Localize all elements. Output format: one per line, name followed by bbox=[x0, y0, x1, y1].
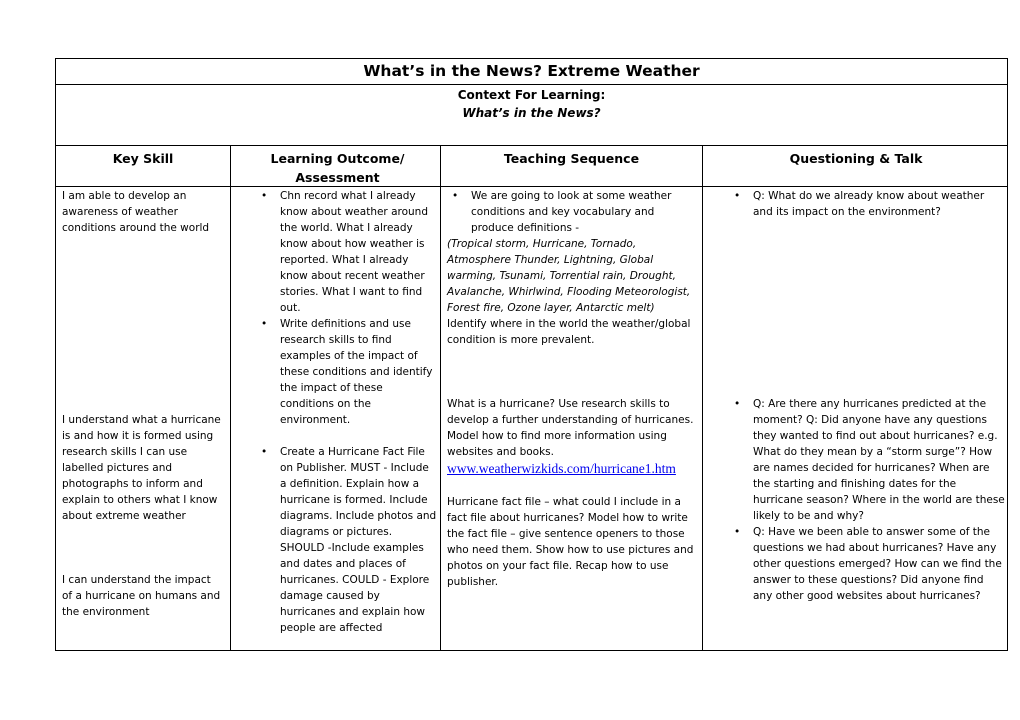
header-teaching-sequence: Teaching Sequence bbox=[503, 151, 640, 166]
column-divider bbox=[440, 145, 441, 650]
key-skill-hurricane: I understand what a hurricane is and how it is formed using research skills I can use labelled pictures and photographs to inform and explain to others what I know about extreme weather bbox=[62, 414, 221, 522]
question-answered: • Q: Have we been able to answer some of the questions we had about hurricanes? Have any other questions emerged? How can we find the answer to these questions? Did anyone find any other good websites about hurricanes? bbox=[729, 524, 1005, 604]
column-divider bbox=[702, 145, 703, 650]
context-row bbox=[56, 84, 1007, 146]
teaching-hurricane: What is a hurricane? Use research skills to develop a further understanding of hurricanes. Model how to find more information using websites and books. bbox=[447, 398, 694, 458]
document-title: What’s in the News? Extreme Weather bbox=[363, 62, 700, 80]
teaching-fact-file: Hurricane fact file – what could I include in a fact file about hurricanes? Model how to write the fact file – give sentence openers to those who need them. Show how to use pictures and photos on your fact file. Recap how to use publisher. bbox=[447, 496, 694, 588]
header-divider bbox=[56, 186, 1007, 187]
context-subtitle: What’s in the News? bbox=[462, 106, 601, 120]
header-learning-outcome: Learning Outcome/ Assessment bbox=[270, 151, 405, 185]
context-label: Context For Learning: bbox=[457, 88, 606, 102]
outcome-definitions: • Write definitions and use research skills to find examples of the impact of these conditions and identify the impact of these conditions on the environment. bbox=[256, 316, 438, 428]
title-row bbox=[56, 59, 1007, 85]
planning-document bbox=[55, 58, 1008, 651]
outcome-fact-file: • Create a Hurricane Fact File on Publisher. MUST - Include a definition. Explain how a hurricane is formed. Include diagrams. Include photos and diagrams or pictures. SHOULD -Include examples and dates and places of hurricanes. COULD - Explore damage caused by hurricanes and explain how people are affected bbox=[256, 444, 438, 636]
question-hurricanes-predicted: • Q: Are there any hurricanes predicted at the moment? Q: Did anyone have any questions they wanted to find out about hurricanes? e.g. What do they mean by a “storm surge”? How are names decided for hurricanes? When are the starting and finishing dates for the hurricane season? Where in the world are these likely to be and why? bbox=[729, 396, 1005, 524]
teaching-identify: Identify where in the world the weather/global condition is more prevalent. bbox=[447, 318, 691, 346]
teaching-sequence-cell bbox=[447, 188, 699, 590]
key-skill-cell bbox=[62, 188, 224, 620]
header-questioning: Questioning & Talk bbox=[789, 151, 923, 166]
learning-outcome-cell bbox=[256, 188, 438, 636]
outcome-record: • Chn record what I already know about weather around the world. What I already know about how weather is reported. What I already know about recent weather stories. What I want to find out. bbox=[256, 188, 438, 316]
key-skill-impact: I can understand the impact of a hurricane on humans and the environment bbox=[62, 574, 221, 618]
column-divider bbox=[230, 145, 231, 650]
weather-website-link[interactable]: www.weatherwizkids.com/hurricane1.htm bbox=[447, 461, 676, 476]
vocabulary-list: (Tropical storm, Hurricane, Tornado, Atmosphere Thunder, Lightning, Global warming, Tsunami, Torrential rain, Drought, Avalanche, Whirlwind, Flooding Meteorologist, Forest fire, Ozone layer, Antarctic melt) bbox=[447, 238, 691, 314]
question-weather-impact: • Q: What do we already know about weather and its impact on the environment? bbox=[729, 188, 1005, 220]
header-key-skill: Key Skill bbox=[112, 151, 174, 166]
teaching-weather-conditions: • We are going to look at some weather conditions and key vocabulary and produce definitions - bbox=[447, 188, 699, 236]
questioning-cell bbox=[729, 188, 1005, 604]
key-skill-awareness: I am able to develop an awareness of weather conditions around the world bbox=[62, 190, 210, 234]
